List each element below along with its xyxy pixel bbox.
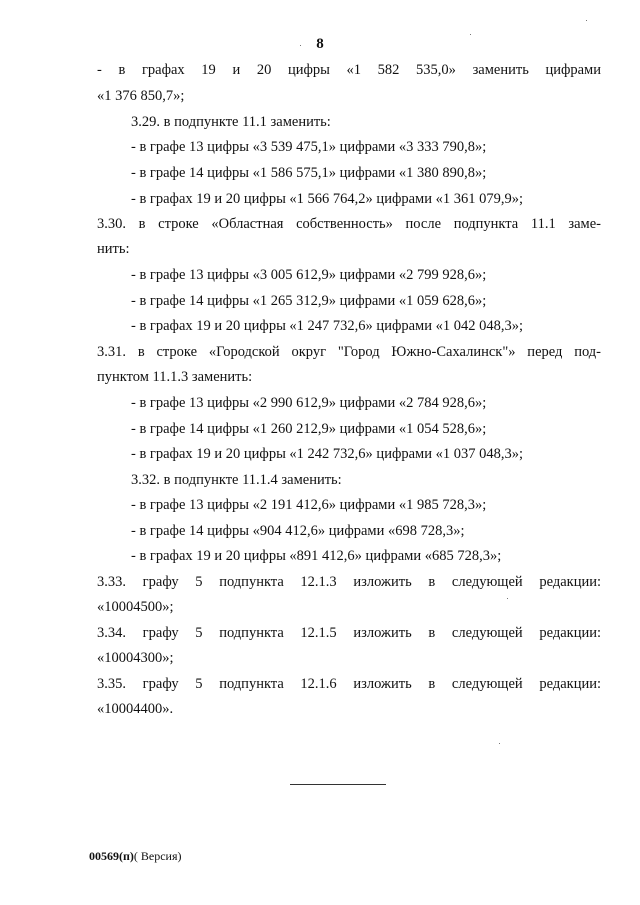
scan-speck	[499, 743, 500, 744]
page-number: 8	[316, 36, 324, 52]
scan-speck	[300, 45, 301, 46]
text-line: 3.34. графу 5 подпункта 12.1.5 изложить в следующей редакции:	[97, 625, 601, 641]
end-divider	[290, 784, 386, 785]
text-line: - в графе 13 цифры «3 005 612,9» цифрами «2 799 928,6»;	[131, 267, 487, 283]
text-line: пунктом 11.1.3 заменить:	[97, 369, 253, 385]
text-line: - в графах 19 и 20 цифры «1 582 535,0» заменить цифрами	[97, 62, 601, 78]
text-line: 3.35. графу 5 подпункта 12.1.6 изложить в следующей редакции:	[97, 676, 601, 692]
text-line: «10004300»;	[97, 650, 174, 666]
text-line: - в графе 13 цифры «3 539 475,1» цифрами «3 333 790,8»;	[131, 139, 487, 155]
text-line: - в графе 14 цифры «1 265 312,9» цифрами «1 059 628,6»;	[131, 293, 487, 309]
text-line: - в графах 19 и 20 цифры «1 566 764,2» цифрами «1 361 079,9»;	[131, 191, 523, 207]
text-line: 3.32. в подпункте 11.1.4 заменить:	[131, 472, 342, 488]
scan-speck	[470, 34, 471, 35]
text-line: - в графах 19 и 20 цифры «1 247 732,6» цифрами «1 042 048,3»;	[131, 318, 523, 334]
text-line: 3.33. графу 5 подпункта 12.1.3 изложить в следующей редакции:	[97, 574, 601, 590]
text-line: - в графах 19 и 20 цифры «1 242 732,6» цифрами «1 037 048,3»;	[131, 446, 523, 462]
text-line: 3.30. в строке «Областная собственность» после подпункта 11.1 заме-	[97, 216, 601, 232]
document-code: 00569(п)	[89, 849, 134, 863]
scan-speck	[586, 20, 587, 21]
text-line: - в графе 13 цифры «2 990 612,9» цифрами «2 784 928,6»;	[131, 395, 487, 411]
text-line: «10004500»;	[97, 599, 174, 615]
text-line: нить:	[97, 241, 130, 257]
text-line: - в графах 19 и 20 цифры «891 412,6» цифрами «685 728,3»;	[131, 548, 502, 564]
text-line: - в графе 14 цифры «1 586 575,1» цифрами «1 380 890,8»;	[131, 165, 487, 181]
document-version: ( Версия)	[133, 849, 182, 863]
text-line: «1 376 850,7»;	[97, 88, 185, 104]
text-line: - в графе 14 цифры «904 412,6» цифрами «698 728,3»;	[131, 523, 465, 539]
scan-speck	[507, 598, 508, 599]
text-line: - в графе 13 цифры «2 191 412,6» цифрами «1 985 728,3»;	[131, 497, 487, 513]
document-footer	[89, 849, 182, 864]
text-line: «10004400».	[97, 701, 174, 717]
text-line: 3.31. в строке «Городской округ "Город Южно-Сахалинск"» перед под-	[97, 344, 601, 360]
text-line: 3.29. в подпункте 11.1 заменить:	[131, 114, 331, 130]
text-line: - в графе 14 цифры «1 260 212,9» цифрами «1 054 528,6»;	[131, 421, 487, 437]
